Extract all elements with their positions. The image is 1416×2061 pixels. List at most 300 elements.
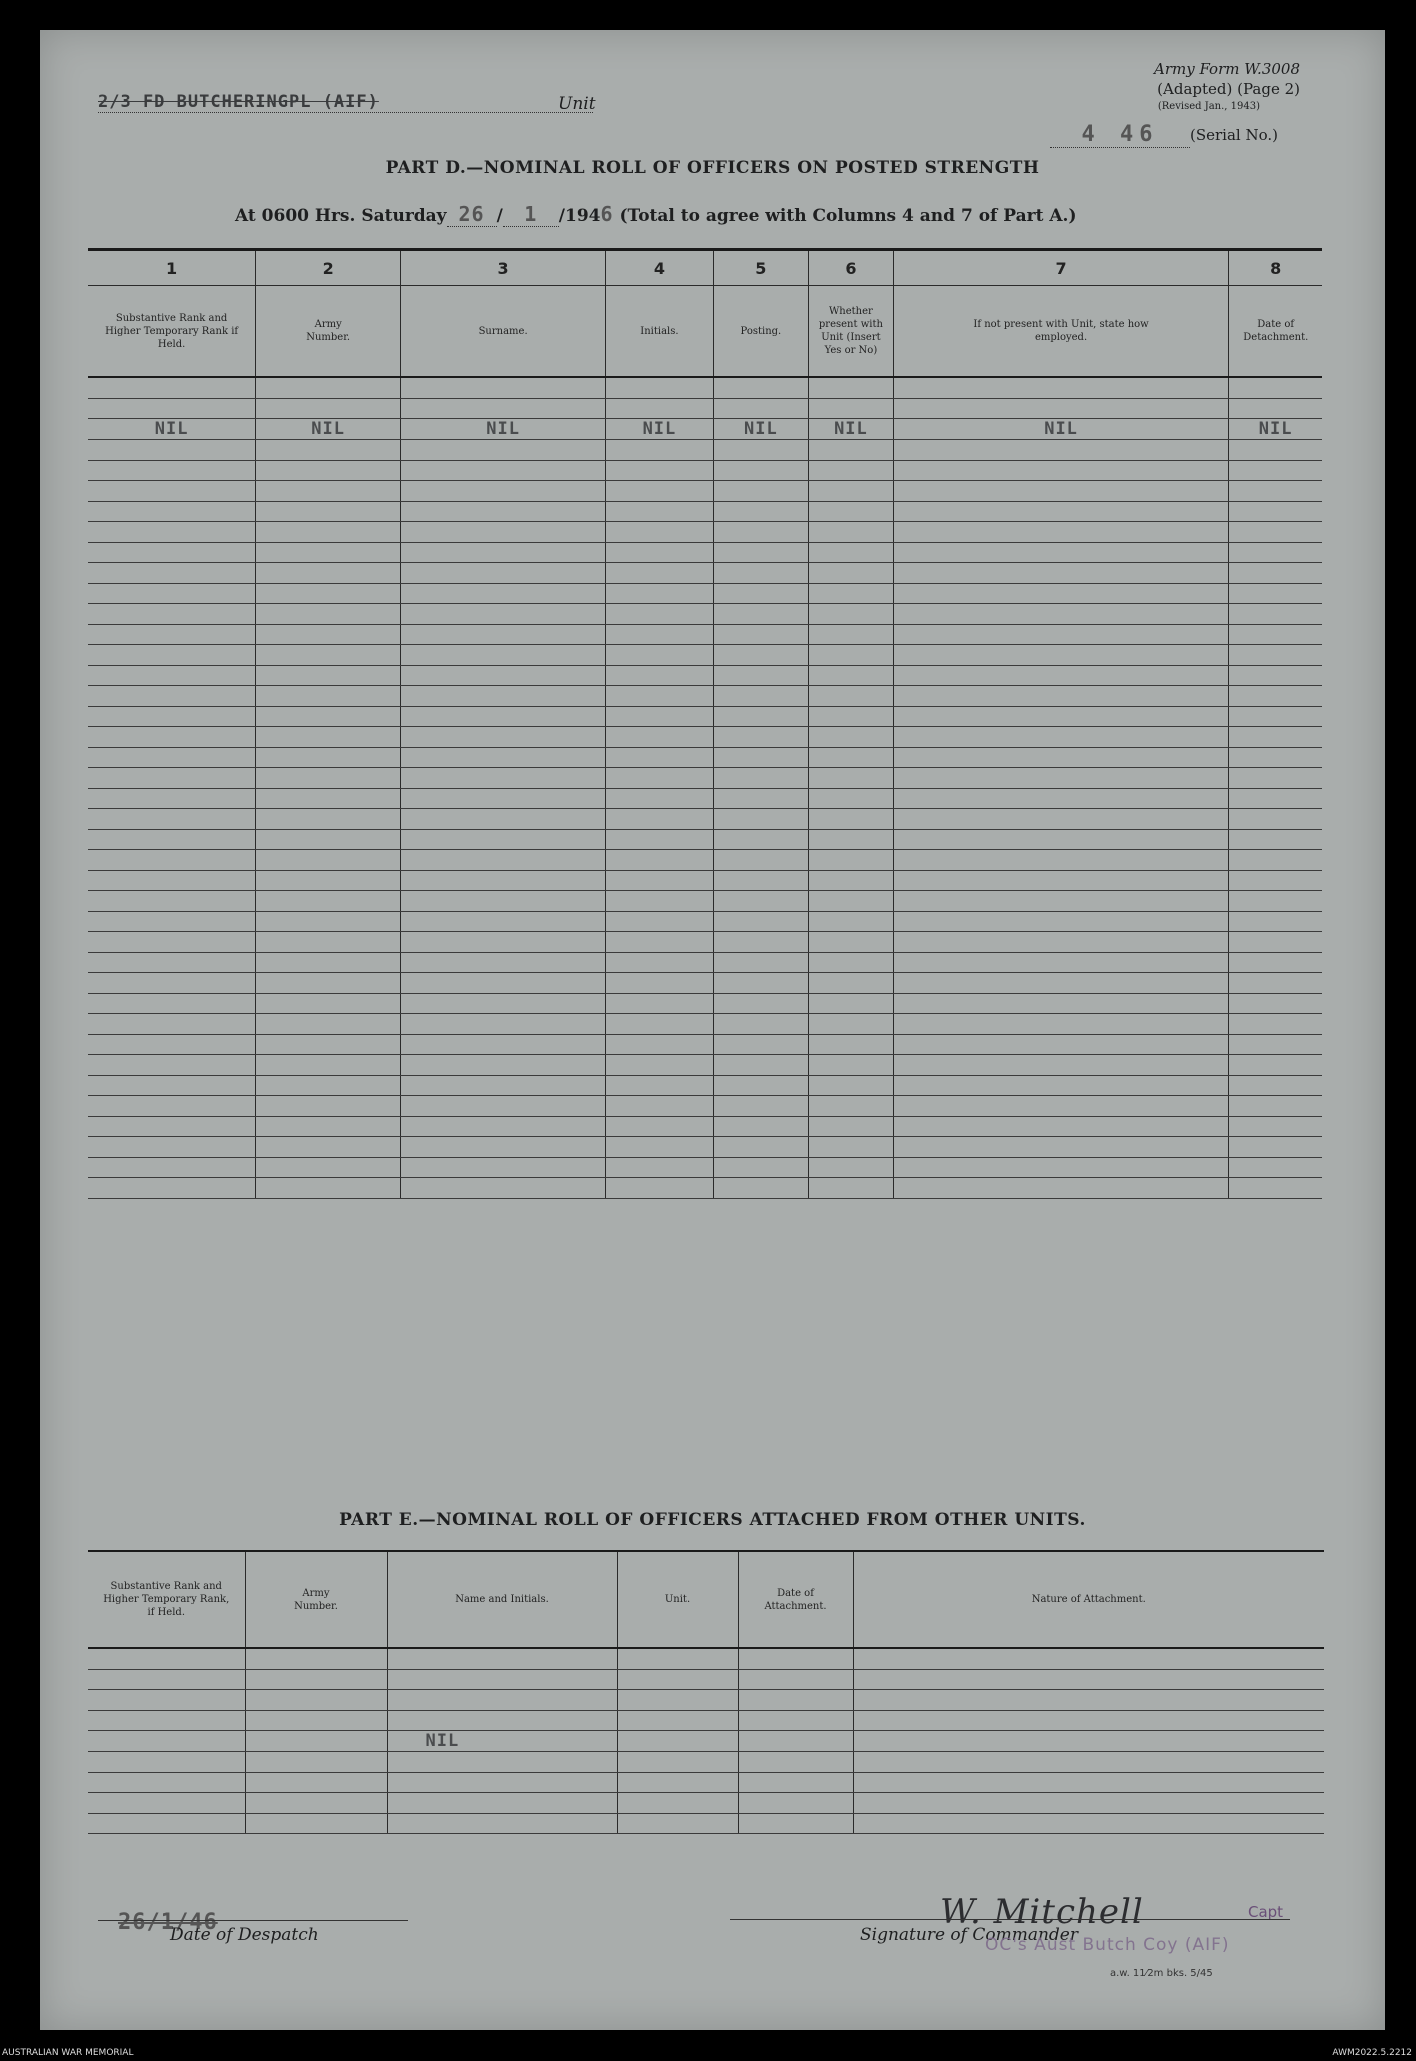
table-cell bbox=[88, 398, 256, 419]
table-cell bbox=[808, 460, 893, 481]
table-cell bbox=[713, 809, 808, 830]
table-cell bbox=[1229, 522, 1322, 543]
table-cell bbox=[713, 850, 808, 871]
table-cell bbox=[401, 1137, 606, 1158]
table-cell bbox=[808, 686, 893, 707]
table-cell bbox=[893, 952, 1228, 973]
table-cell bbox=[713, 747, 808, 768]
table-cell bbox=[713, 686, 808, 707]
table-cell bbox=[893, 768, 1228, 789]
table-row bbox=[88, 1178, 1322, 1199]
table-cell bbox=[893, 624, 1228, 645]
table-row bbox=[88, 891, 1322, 912]
table-cell bbox=[1229, 993, 1322, 1014]
table-cell bbox=[245, 1690, 387, 1711]
table-cell bbox=[88, 1731, 245, 1752]
table-cell bbox=[88, 911, 256, 932]
table-cell bbox=[256, 583, 401, 604]
table-cell bbox=[401, 993, 606, 1014]
part-d-date-line bbox=[235, 202, 1077, 227]
table-cell bbox=[245, 1793, 387, 1814]
table-row bbox=[88, 727, 1322, 748]
table-cell bbox=[88, 583, 256, 604]
table-cell bbox=[256, 850, 401, 871]
table-cell bbox=[256, 1055, 401, 1076]
table-cell bbox=[617, 1648, 738, 1669]
table-cell bbox=[713, 645, 808, 666]
table-cell bbox=[245, 1648, 387, 1669]
table-cell bbox=[893, 481, 1228, 502]
part-e-table bbox=[88, 1550, 1324, 1834]
table-cell bbox=[401, 1116, 606, 1137]
table-cell bbox=[808, 768, 893, 789]
table-cell bbox=[401, 891, 606, 912]
table-cell bbox=[606, 665, 714, 686]
col-num-2: 2 bbox=[256, 250, 401, 286]
table-cell bbox=[88, 460, 256, 481]
table-cell bbox=[713, 481, 808, 502]
table-cell bbox=[256, 706, 401, 727]
table-cell bbox=[713, 377, 808, 398]
table-cell bbox=[387, 1669, 617, 1690]
table-cell bbox=[1229, 1075, 1322, 1096]
table-cell bbox=[256, 686, 401, 707]
table-row bbox=[88, 932, 1322, 953]
table-cell bbox=[1229, 481, 1322, 502]
table-cell bbox=[387, 1731, 617, 1752]
col-num-5: 5 bbox=[713, 250, 808, 286]
table-cell bbox=[808, 542, 893, 563]
col-header-surname: Surname. bbox=[478, 325, 528, 337]
e-col-header-name: Name and Initials. bbox=[455, 1594, 549, 1605]
table-cell bbox=[853, 1710, 1324, 1731]
table-cell bbox=[893, 1178, 1228, 1199]
table-cell bbox=[606, 522, 714, 543]
table-row bbox=[88, 481, 1322, 502]
table-cell bbox=[1229, 563, 1322, 584]
table-row bbox=[88, 870, 1322, 891]
table-cell bbox=[606, 1075, 714, 1096]
table-cell bbox=[713, 788, 808, 809]
table-cell bbox=[738, 1669, 853, 1690]
table-row bbox=[88, 398, 1322, 419]
table-cell bbox=[88, 481, 256, 502]
table-cell bbox=[1229, 870, 1322, 891]
table-cell bbox=[401, 604, 606, 625]
table-cell bbox=[88, 809, 256, 830]
col-num-3: 3 bbox=[401, 250, 606, 286]
table-cell bbox=[88, 891, 256, 912]
table-cell bbox=[256, 501, 401, 522]
table-cell bbox=[853, 1772, 1324, 1793]
table-cell bbox=[401, 747, 606, 768]
table-cell bbox=[713, 501, 808, 522]
table-cell bbox=[606, 1014, 714, 1035]
table-cell bbox=[713, 583, 808, 604]
e-col-header-rank: Substantive Rank and Higher Temporary Rank, if Held. bbox=[103, 1581, 230, 1618]
table-cell bbox=[1229, 1096, 1322, 1117]
table-cell bbox=[88, 727, 256, 748]
table-cell bbox=[606, 829, 714, 850]
table-cell bbox=[606, 686, 714, 707]
table-cell bbox=[88, 419, 256, 440]
table-cell bbox=[893, 993, 1228, 1014]
table-cell bbox=[401, 952, 606, 973]
table-cell bbox=[853, 1690, 1324, 1711]
table-cell bbox=[387, 1813, 617, 1834]
date-sep-2: /194 bbox=[558, 206, 601, 226]
table-cell bbox=[606, 850, 714, 871]
serial-number: 4 46 bbox=[1050, 122, 1190, 148]
table-cell bbox=[88, 788, 256, 809]
table-cell bbox=[88, 993, 256, 1014]
table-row bbox=[88, 1137, 1322, 1158]
table-cell bbox=[401, 911, 606, 932]
table-cell bbox=[893, 501, 1228, 522]
table-cell bbox=[1229, 583, 1322, 604]
table-row bbox=[88, 686, 1322, 707]
archive-id: AWM2022.5.2212 bbox=[1332, 2048, 1412, 2058]
table-cell bbox=[1229, 1137, 1322, 1158]
nil-entry: NIL bbox=[486, 419, 520, 439]
e-col-header-attachment-date: Date of Attachment. bbox=[764, 1587, 827, 1612]
col-header-initials: Initials. bbox=[640, 325, 679, 337]
table-cell bbox=[808, 604, 893, 625]
date-year: 6 bbox=[600, 202, 614, 226]
table-cell bbox=[893, 419, 1228, 440]
table-cell bbox=[738, 1772, 853, 1793]
unit-line bbox=[98, 112, 593, 113]
table-cell bbox=[893, 1034, 1228, 1055]
table-cell bbox=[713, 1116, 808, 1137]
table-cell bbox=[401, 398, 606, 419]
table-cell bbox=[401, 1055, 606, 1076]
e-col-header-unit: Unit. bbox=[664, 1594, 691, 1605]
table-cell bbox=[808, 1014, 893, 1035]
table-row bbox=[88, 583, 1322, 604]
archive-name: AUSTRALIAN WAR MEMORIAL bbox=[2, 2048, 134, 2058]
table-cell bbox=[606, 911, 714, 932]
table-cell bbox=[617, 1793, 738, 1814]
nil-entry: NIL bbox=[1258, 419, 1293, 439]
table-cell bbox=[88, 1034, 256, 1055]
table-cell bbox=[401, 1075, 606, 1096]
table-cell bbox=[1229, 952, 1322, 973]
table-cell bbox=[256, 829, 401, 850]
table-cell bbox=[88, 1055, 256, 1076]
table-row bbox=[88, 501, 1322, 522]
e-col-header-army-number: Army Number. bbox=[294, 1587, 338, 1612]
table-cell bbox=[401, 481, 606, 502]
table-cell bbox=[256, 665, 401, 686]
table-cell bbox=[713, 891, 808, 912]
table-cell bbox=[893, 1014, 1228, 1035]
table-cell bbox=[1229, 747, 1322, 768]
table-cell bbox=[401, 768, 606, 789]
table-cell bbox=[713, 1178, 808, 1199]
table-cell bbox=[606, 583, 714, 604]
table-cell bbox=[853, 1731, 1324, 1752]
table-cell bbox=[808, 419, 893, 440]
table-cell bbox=[808, 1178, 893, 1199]
table-cell bbox=[893, 563, 1228, 584]
table-cell bbox=[88, 1648, 245, 1669]
unit-label: Unit bbox=[558, 94, 596, 114]
table-row bbox=[88, 1690, 1324, 1711]
table-cell bbox=[88, 952, 256, 973]
table-row bbox=[88, 440, 1322, 461]
table-cell bbox=[893, 1096, 1228, 1117]
table-cell bbox=[256, 1034, 401, 1055]
table-cell bbox=[88, 1116, 256, 1137]
table-cell bbox=[401, 1014, 606, 1035]
table-cell bbox=[1229, 706, 1322, 727]
table-cell bbox=[88, 377, 256, 398]
table-cell bbox=[88, 1772, 245, 1793]
table-cell bbox=[387, 1690, 617, 1711]
table-cell bbox=[401, 809, 606, 830]
table-cell bbox=[256, 747, 401, 768]
table-cell bbox=[606, 788, 714, 809]
table-cell bbox=[808, 973, 893, 994]
table-row bbox=[88, 1096, 1322, 1117]
table-cell bbox=[1229, 501, 1322, 522]
table-cell bbox=[606, 747, 714, 768]
col-num-4: 4 bbox=[606, 250, 714, 286]
table-cell bbox=[1229, 1116, 1322, 1137]
table-cell bbox=[256, 522, 401, 543]
table-cell bbox=[401, 501, 606, 522]
table-cell bbox=[617, 1690, 738, 1711]
table-cell bbox=[606, 419, 714, 440]
table-cell bbox=[738, 1752, 853, 1773]
table-cell bbox=[713, 563, 808, 584]
table-cell bbox=[1229, 398, 1322, 419]
print-code: a.w. 11⁄2m bks. 5/45 bbox=[1110, 1968, 1213, 1979]
table-cell bbox=[606, 440, 714, 461]
table-cell bbox=[853, 1813, 1324, 1834]
table-cell bbox=[808, 891, 893, 912]
table-cell bbox=[606, 1096, 714, 1117]
table-cell bbox=[401, 1178, 606, 1199]
table-cell bbox=[606, 501, 714, 522]
table-cell bbox=[88, 1096, 256, 1117]
table-cell bbox=[893, 665, 1228, 686]
table-row bbox=[88, 1669, 1324, 1690]
table-cell bbox=[88, 829, 256, 850]
table-cell bbox=[808, 398, 893, 419]
table-cell bbox=[256, 419, 401, 440]
table-row bbox=[88, 1752, 1324, 1773]
table-cell bbox=[401, 542, 606, 563]
table-cell bbox=[256, 1137, 401, 1158]
table-cell bbox=[88, 1137, 256, 1158]
table-row bbox=[88, 522, 1322, 543]
table-row bbox=[88, 1157, 1322, 1178]
table-cell bbox=[401, 522, 606, 543]
table-row bbox=[88, 542, 1322, 563]
table-cell bbox=[808, 645, 893, 666]
table-cell bbox=[893, 788, 1228, 809]
table-cell bbox=[606, 1137, 714, 1158]
table-cell bbox=[1229, 788, 1322, 809]
table-cell bbox=[713, 665, 808, 686]
table-cell bbox=[256, 973, 401, 994]
table-cell bbox=[256, 377, 401, 398]
table-cell bbox=[256, 398, 401, 419]
serial-label: (Serial No.) bbox=[1190, 126, 1278, 144]
table-cell bbox=[88, 440, 256, 461]
nil-entry: NIL bbox=[744, 419, 778, 439]
table-cell bbox=[256, 952, 401, 973]
table-cell bbox=[1229, 542, 1322, 563]
table-cell bbox=[617, 1731, 738, 1752]
table-cell bbox=[88, 973, 256, 994]
table-cell bbox=[88, 501, 256, 522]
e-col-header-nature: Nature of Attachment. bbox=[1031, 1594, 1146, 1605]
table-cell bbox=[893, 973, 1228, 994]
table-cell bbox=[387, 1648, 617, 1669]
table-cell bbox=[256, 727, 401, 748]
table-cell bbox=[617, 1710, 738, 1731]
table-cell bbox=[88, 706, 256, 727]
table-cell bbox=[853, 1752, 1324, 1773]
table-cell bbox=[808, 993, 893, 1014]
table-cell bbox=[893, 645, 1228, 666]
table-row bbox=[88, 645, 1322, 666]
table-cell bbox=[245, 1772, 387, 1793]
table-row bbox=[88, 624, 1322, 645]
table-cell bbox=[88, 1178, 256, 1199]
table-cell bbox=[606, 706, 714, 727]
table-cell bbox=[713, 1137, 808, 1158]
table-cell bbox=[256, 645, 401, 666]
table-cell bbox=[738, 1793, 853, 1814]
table-cell bbox=[893, 460, 1228, 481]
signature-line bbox=[730, 1919, 1290, 1920]
table-cell bbox=[88, 1793, 245, 1814]
despatch-line bbox=[98, 1920, 408, 1921]
table-cell bbox=[1229, 377, 1322, 398]
table-cell bbox=[713, 1075, 808, 1096]
table-row bbox=[88, 1055, 1322, 1076]
table-cell bbox=[88, 768, 256, 789]
table-cell bbox=[606, 1178, 714, 1199]
table-cell bbox=[401, 665, 606, 686]
table-cell bbox=[808, 788, 893, 809]
table-cell bbox=[245, 1731, 387, 1752]
table-cell bbox=[808, 624, 893, 645]
table-cell bbox=[256, 460, 401, 481]
table-cell bbox=[401, 870, 606, 891]
table-cell bbox=[401, 706, 606, 727]
table-cell bbox=[401, 583, 606, 604]
table-cell bbox=[808, 911, 893, 932]
table-cell bbox=[256, 440, 401, 461]
table-cell bbox=[1229, 1157, 1322, 1178]
table-cell bbox=[256, 1096, 401, 1117]
table-cell bbox=[713, 522, 808, 543]
table-cell bbox=[893, 522, 1228, 543]
commander-signature: W. Mitchell bbox=[940, 1892, 1144, 1932]
table-cell bbox=[401, 645, 606, 666]
table-cell bbox=[88, 1690, 245, 1711]
nil-entry: NIL bbox=[425, 1731, 460, 1751]
table-cell bbox=[1229, 1034, 1322, 1055]
table-cell bbox=[1229, 645, 1322, 666]
table-cell bbox=[606, 993, 714, 1014]
date-month: 1 bbox=[503, 202, 559, 227]
table-cell bbox=[401, 850, 606, 871]
part-e-title: PART E.—NOMINAL ROLL OF OFFICERS ATTACHED FROM OTHER UNITS. bbox=[339, 1510, 1086, 1530]
table-cell bbox=[256, 563, 401, 584]
table-cell bbox=[245, 1710, 387, 1731]
col-num-1: 1 bbox=[88, 250, 256, 286]
table-cell bbox=[387, 1793, 617, 1814]
table-cell bbox=[713, 440, 808, 461]
table-row bbox=[88, 1014, 1322, 1035]
table-cell bbox=[713, 768, 808, 789]
table-cell bbox=[713, 911, 808, 932]
table-cell bbox=[713, 829, 808, 850]
table-cell bbox=[1229, 460, 1322, 481]
table-row bbox=[88, 1731, 1324, 1752]
table-cell bbox=[256, 1075, 401, 1096]
col-header-employment: If not present with Unit, state how employed. bbox=[973, 319, 1149, 343]
table-cell bbox=[808, 522, 893, 543]
table-cell bbox=[1229, 1014, 1322, 1035]
table-cell bbox=[401, 829, 606, 850]
table-row bbox=[88, 1116, 1322, 1137]
table-cell bbox=[808, 870, 893, 891]
table-row bbox=[88, 1813, 1324, 1834]
table-cell bbox=[256, 993, 401, 1014]
table-cell bbox=[606, 932, 714, 953]
table-cell bbox=[256, 1178, 401, 1199]
table-cell bbox=[893, 706, 1228, 727]
table-cell bbox=[88, 645, 256, 666]
table-cell bbox=[808, 1137, 893, 1158]
table-cell bbox=[1229, 829, 1322, 850]
table-cell bbox=[88, 665, 256, 686]
table-cell bbox=[893, 583, 1228, 604]
col-header-army-number: Army Number. bbox=[306, 319, 351, 343]
table-cell bbox=[1229, 932, 1322, 953]
table-cell bbox=[893, 829, 1228, 850]
table-cell bbox=[713, 398, 808, 419]
table-cell bbox=[88, 686, 256, 707]
table-cell bbox=[713, 932, 808, 953]
date-suffix: (Total to agree with Columns 4 and 7 of Part A.) bbox=[619, 206, 1077, 226]
form-title: Army Form W.3008 bbox=[1154, 60, 1300, 78]
table-cell bbox=[808, 706, 893, 727]
table-cell bbox=[1229, 665, 1322, 686]
table-cell bbox=[808, 1075, 893, 1096]
table-row bbox=[88, 911, 1322, 932]
table-cell bbox=[808, 747, 893, 768]
table-row bbox=[88, 952, 1322, 973]
table-row bbox=[88, 993, 1322, 1014]
table-cell bbox=[401, 932, 606, 953]
table-cell bbox=[893, 1116, 1228, 1137]
table-cell bbox=[88, 870, 256, 891]
table-cell bbox=[1229, 768, 1322, 789]
part-d-column-numbers bbox=[88, 250, 1322, 286]
table-row bbox=[88, 850, 1322, 871]
col-header-posting: Posting. bbox=[740, 325, 782, 337]
table-cell bbox=[893, 870, 1228, 891]
table-row bbox=[88, 788, 1322, 809]
